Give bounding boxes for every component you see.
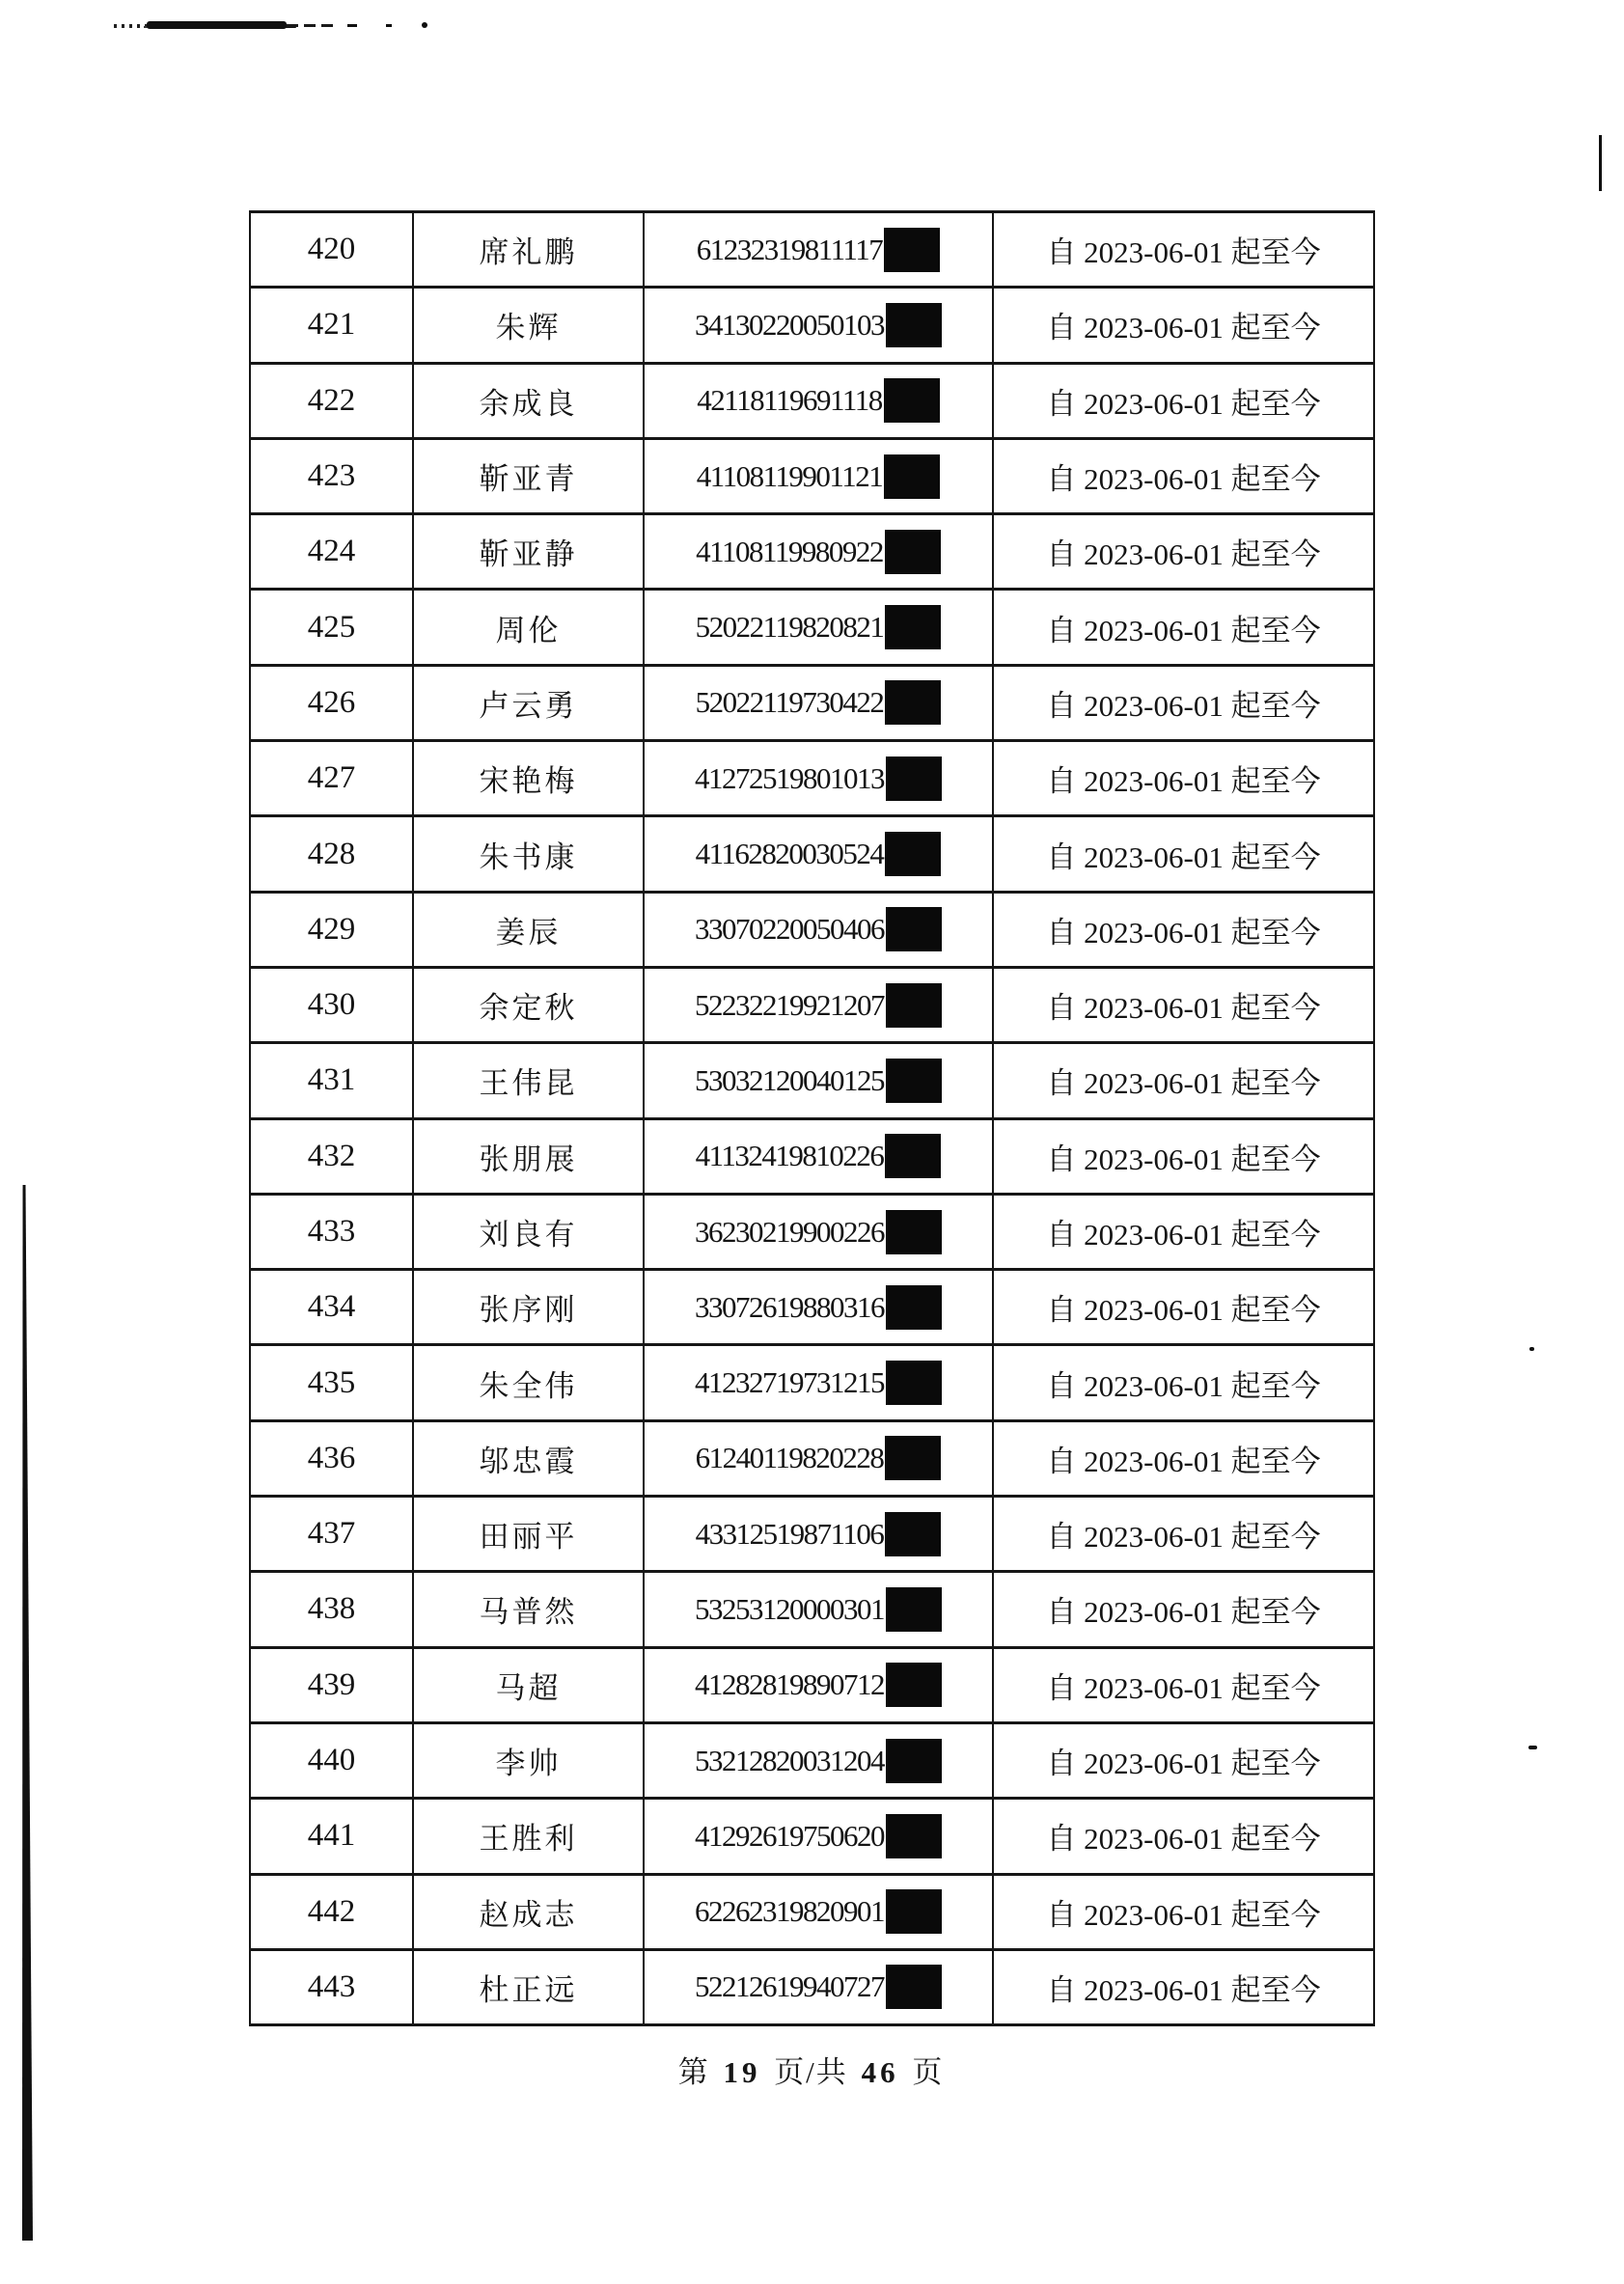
table-row xyxy=(250,1647,1374,1722)
table-row xyxy=(250,1420,1374,1496)
person-name: 朱全伟 xyxy=(413,1345,644,1420)
person-name: 周伦 xyxy=(413,590,644,665)
id-number: 41232719731215 xyxy=(695,1365,884,1400)
row-index: 433 xyxy=(250,1194,413,1269)
page-indicator xyxy=(249,2048,1373,2091)
redaction-box xyxy=(884,228,940,272)
scan-edge-line xyxy=(22,1185,33,2241)
id-cell xyxy=(644,892,993,967)
id-number: 52022119730422 xyxy=(695,685,884,720)
row-index: 428 xyxy=(250,816,413,892)
id-cell xyxy=(644,1949,993,2024)
row-index: 439 xyxy=(250,1647,413,1722)
validity-period: 自 2023-06-01 起至今 xyxy=(993,438,1374,513)
row-index: 420 xyxy=(250,212,413,288)
id-cell xyxy=(644,967,993,1042)
id-cell xyxy=(644,1572,993,1647)
validity-period: 自 2023-06-01 起至今 xyxy=(993,1572,1374,1647)
id-cell xyxy=(644,1270,993,1345)
row-index: 443 xyxy=(250,1949,413,2024)
validity-period: 自 2023-06-01 起至今 xyxy=(993,1497,1374,1572)
table-row xyxy=(250,1043,1374,1118)
person-name: 李帅 xyxy=(413,1722,644,1798)
id-number: 41162820030524 xyxy=(695,837,884,871)
id-number: 42118119691118 xyxy=(697,383,882,418)
row-index: 430 xyxy=(250,967,413,1042)
redaction-box xyxy=(886,1285,942,1330)
redaction-box xyxy=(886,1965,942,2009)
redaction-box xyxy=(886,757,942,801)
table-row xyxy=(250,212,1374,288)
id-number: 62262319820901 xyxy=(695,1894,884,1929)
person-name: 王胜利 xyxy=(413,1799,644,1874)
validity-period: 自 2023-06-01 起至今 xyxy=(993,1043,1374,1118)
person-name: 马超 xyxy=(413,1647,644,1722)
id-number: 53032120040125 xyxy=(695,1062,884,1097)
scan-speck xyxy=(1529,1347,1534,1351)
row-index: 429 xyxy=(250,892,413,967)
person-name: 靳亚青 xyxy=(413,438,644,513)
id-cell xyxy=(644,363,993,438)
person-name: 赵成志 xyxy=(413,1874,644,1949)
redaction-box xyxy=(885,605,941,649)
validity-period: 自 2023-06-01 起至今 xyxy=(993,212,1374,288)
table-row xyxy=(250,288,1374,363)
validity-period: 自 2023-06-01 起至今 xyxy=(993,816,1374,892)
person-name: 刘良有 xyxy=(413,1194,644,1269)
validity-period: 自 2023-06-01 起至今 xyxy=(993,1647,1374,1722)
person-name: 马普然 xyxy=(413,1572,644,1647)
page-indicator-prefix: 第 xyxy=(677,2055,710,2089)
id-number: 41132419810226 xyxy=(695,1139,884,1173)
redaction-box xyxy=(885,680,941,725)
table-row xyxy=(250,665,1374,740)
id-cell xyxy=(644,1874,993,1949)
id-number: 34130220050103 xyxy=(695,307,884,342)
table-row xyxy=(250,1345,1374,1420)
scan-smudge-trail xyxy=(287,24,335,27)
validity-period: 自 2023-06-01 起至今 xyxy=(993,1722,1374,1798)
person-name: 朱辉 xyxy=(413,288,644,363)
person-name: 田丽平 xyxy=(413,1497,644,1572)
id-cell xyxy=(644,1118,993,1194)
redaction-box xyxy=(885,832,941,876)
redaction-box xyxy=(886,983,942,1028)
row-index: 432 xyxy=(250,1118,413,1194)
person-name: 杜正远 xyxy=(413,1949,644,2024)
id-number: 52022119820821 xyxy=(695,610,884,645)
person-name: 王伟昆 xyxy=(413,1043,644,1118)
table-row xyxy=(250,590,1374,665)
validity-period: 自 2023-06-01 起至今 xyxy=(993,967,1374,1042)
person-name: 张朋展 xyxy=(413,1118,644,1194)
id-cell xyxy=(644,212,993,288)
redaction-box xyxy=(884,378,940,423)
validity-period: 自 2023-06-01 起至今 xyxy=(993,741,1374,816)
validity-period: 自 2023-06-01 起至今 xyxy=(993,1345,1374,1420)
scan-speck xyxy=(422,22,427,28)
table-row xyxy=(250,967,1374,1042)
validity-period: 自 2023-06-01 起至今 xyxy=(993,1874,1374,1949)
row-index: 436 xyxy=(250,1420,413,1496)
id-cell xyxy=(644,1722,993,1798)
page-number: 19 xyxy=(723,2055,761,2089)
validity-period: 自 2023-06-01 起至今 xyxy=(993,1799,1374,1874)
table-row xyxy=(250,1722,1374,1798)
id-number: 53212820031204 xyxy=(695,1743,884,1777)
page-indicator-suffix: 页 xyxy=(912,2055,945,2089)
validity-period: 自 2023-06-01 起至今 xyxy=(993,1194,1374,1269)
table-row xyxy=(250,892,1374,967)
validity-period: 自 2023-06-01 起至今 xyxy=(993,514,1374,590)
table-row xyxy=(250,1572,1374,1647)
table-row xyxy=(250,741,1374,816)
table-row xyxy=(250,1194,1374,1269)
person-name: 余定秋 xyxy=(413,967,644,1042)
scan-smudge xyxy=(147,21,287,29)
row-index: 431 xyxy=(250,1043,413,1118)
redaction-box xyxy=(886,1587,942,1632)
validity-period: 自 2023-06-01 起至今 xyxy=(993,1118,1374,1194)
validity-period: 自 2023-06-01 起至今 xyxy=(993,1270,1374,1345)
id-number: 41108119901121 xyxy=(696,458,883,493)
table-row xyxy=(250,1799,1374,1874)
row-index: 423 xyxy=(250,438,413,513)
table-row xyxy=(250,816,1374,892)
id-cell xyxy=(644,665,993,740)
table-row xyxy=(250,514,1374,590)
id-number: 33072619880316 xyxy=(695,1289,884,1324)
row-index: 438 xyxy=(250,1572,413,1647)
redaction-box xyxy=(886,1739,942,1783)
redaction-box xyxy=(885,1436,941,1480)
id-cell xyxy=(644,1647,993,1722)
table-row xyxy=(250,438,1374,513)
id-number: 33070220050406 xyxy=(695,912,884,947)
row-index: 440 xyxy=(250,1722,413,1798)
id-cell xyxy=(644,1194,993,1269)
row-index: 442 xyxy=(250,1874,413,1949)
id-cell xyxy=(644,741,993,816)
id-number: 36230219900226 xyxy=(695,1214,884,1249)
id-cell xyxy=(644,1497,993,1572)
redaction-box xyxy=(886,1361,942,1405)
redaction-box xyxy=(886,1814,942,1858)
redaction-box xyxy=(886,303,942,347)
redaction-box xyxy=(886,1059,942,1103)
redaction-box xyxy=(885,1134,941,1178)
validity-period: 自 2023-06-01 起至今 xyxy=(993,892,1374,967)
total-pages: 46 xyxy=(861,2055,899,2089)
table-row xyxy=(250,363,1374,438)
person-name: 宋艳梅 xyxy=(413,741,644,816)
scan-speck xyxy=(386,24,392,27)
scan-line-artifact xyxy=(1599,135,1602,191)
person-name: 姜辰 xyxy=(413,892,644,967)
id-number: 41282819890712 xyxy=(695,1667,884,1702)
id-number: 53253120000301 xyxy=(695,1591,884,1626)
table-row xyxy=(250,1497,1374,1572)
row-index: 425 xyxy=(250,590,413,665)
validity-period: 自 2023-06-01 起至今 xyxy=(993,363,1374,438)
validity-period: 自 2023-06-01 起至今 xyxy=(993,1949,1374,2024)
redaction-box xyxy=(886,1889,942,1934)
id-number: 41292619750620 xyxy=(695,1818,884,1853)
id-cell xyxy=(644,590,993,665)
validity-period: 自 2023-06-01 起至今 xyxy=(993,1420,1374,1496)
validity-period: 自 2023-06-01 起至今 xyxy=(993,590,1374,665)
person-name: 朱书康 xyxy=(413,816,644,892)
row-index: 434 xyxy=(250,1270,413,1345)
table-row xyxy=(250,1949,1374,2024)
table-row xyxy=(250,1118,1374,1194)
person-name: 余成良 xyxy=(413,363,644,438)
person-name: 靳亚静 xyxy=(413,514,644,590)
row-index: 441 xyxy=(250,1799,413,1874)
id-number: 43312519871106 xyxy=(695,1516,884,1551)
id-number: 52232219921207 xyxy=(695,987,884,1022)
id-number: 41272519801013 xyxy=(695,760,884,795)
row-index: 421 xyxy=(250,288,413,363)
page-indicator-separator: 页/共 xyxy=(774,2055,848,2089)
id-cell xyxy=(644,1420,993,1496)
validity-period: 自 2023-06-01 起至今 xyxy=(993,288,1374,363)
redaction-box xyxy=(886,1210,942,1254)
row-index: 437 xyxy=(250,1497,413,1572)
person-name: 邬忠霞 xyxy=(413,1420,644,1496)
records-table xyxy=(249,210,1375,2026)
id-number: 61232319811117 xyxy=(696,232,883,266)
person-name: 席礼鹏 xyxy=(413,212,644,288)
redaction-box xyxy=(884,454,940,499)
redaction-box xyxy=(886,1663,942,1707)
id-cell xyxy=(644,1043,993,1118)
row-index: 435 xyxy=(250,1345,413,1420)
person-name: 张序刚 xyxy=(413,1270,644,1345)
table-row xyxy=(250,1270,1374,1345)
id-cell xyxy=(644,816,993,892)
id-number: 61240119820228 xyxy=(695,1441,884,1475)
row-index: 424 xyxy=(250,514,413,590)
row-index: 427 xyxy=(250,741,413,816)
redaction-box xyxy=(886,907,942,951)
table-row xyxy=(250,1874,1374,1949)
id-cell xyxy=(644,438,993,513)
id-cell xyxy=(644,1345,993,1420)
row-index: 422 xyxy=(250,363,413,438)
id-cell xyxy=(644,288,993,363)
redaction-box xyxy=(885,1512,941,1556)
scan-speck xyxy=(1528,1746,1537,1749)
id-cell xyxy=(644,1799,993,1874)
id-number: 52212619940727 xyxy=(695,1969,884,2004)
redaction-box xyxy=(885,530,941,574)
id-number: 41108119980922 xyxy=(696,534,883,568)
row-index: 426 xyxy=(250,665,413,740)
validity-period: 自 2023-06-01 起至今 xyxy=(993,665,1374,740)
scan-speck xyxy=(347,24,357,27)
id-cell xyxy=(644,514,993,590)
person-name: 卢云勇 xyxy=(413,665,644,740)
